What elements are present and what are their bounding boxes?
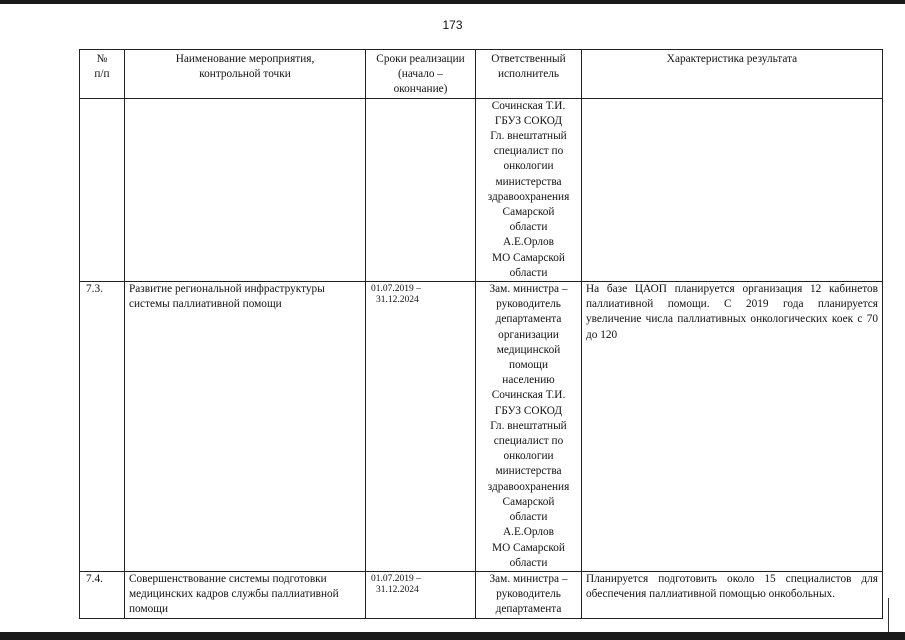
- row-num: 7.4.: [80, 571, 125, 618]
- row-result: [582, 98, 883, 281]
- row-responsible: Сочинская Т.И. ГБУЗ СОКОД Гл. внештатный специалист по онкологии министерства здравоохранения Самарской области А.Е.Орлов МО Самарской области: [476, 98, 582, 281]
- row-name: [125, 98, 366, 281]
- row-name: Развитие региональной инфраструктуры системы паллиативной помощи: [125, 282, 366, 572]
- header-num: № п/п: [80, 50, 125, 99]
- row-name: Совершенствование системы подготовки медицинских кадров службы паллиативной помощи: [125, 571, 366, 618]
- row-responsible: Зам. министра – руководитель департамента организации медицинской помощи населению Сочинская Т.И. ГБУЗ СОКОД Гл. внештатный специалист по онкологии министерства здравоохранения Самарской области А.Е.Орлов МО Самарской области: [476, 282, 582, 572]
- page-number: 173: [442, 18, 463, 32]
- table-row: [80, 98, 883, 281]
- row-dates: 01.07.2019 – 31.12.2024: [366, 282, 476, 572]
- table-header-row: [80, 50, 883, 99]
- row-responsible: Зам. министра – руководитель департамента: [476, 571, 582, 618]
- header-responsible: Ответственный исполнитель: [476, 50, 582, 99]
- header-result: Характеристика результата: [582, 50, 883, 99]
- table-row: [80, 571, 883, 618]
- table-row: [80, 282, 883, 572]
- margin-line: [888, 598, 889, 632]
- row-result: Планируется подготовить около 15 специалистов для обеспечения паллиативной помощью онкобольных.: [582, 571, 883, 618]
- bottom-border: [0, 632, 905, 640]
- row-dates: [366, 98, 476, 281]
- measures-table: [79, 49, 883, 619]
- row-num: [80, 98, 125, 281]
- header-dates: Сроки реализации (начало – окончание): [366, 50, 476, 99]
- row-dates: 01.07.2019 – 31.12.2024: [366, 571, 476, 618]
- row-result: На базе ЦАОП планируется организация 12 кабинетов паллиативной помощи. С 2019 года планируется увеличение числа паллиативных онкологических коек с 70 до 120: [582, 282, 883, 572]
- row-num: 7.3.: [80, 282, 125, 572]
- header-name: Наименование мероприятия, контрольной точки: [125, 50, 366, 99]
- top-border: [0, 0, 905, 4]
